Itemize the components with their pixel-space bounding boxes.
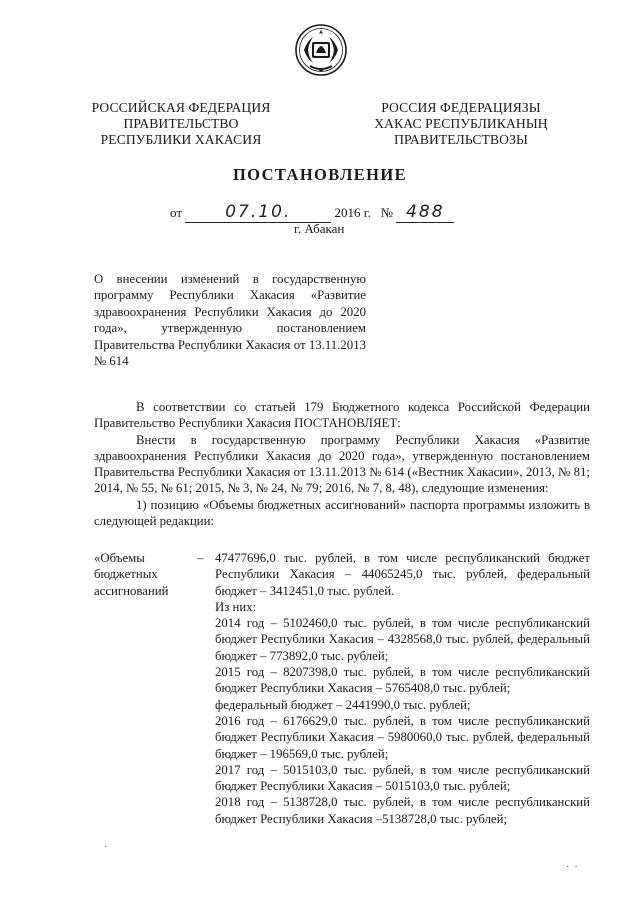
date-number-line (170, 202, 454, 223)
header-left-line: РОССИЙСКАЯ ФЕДЕРАЦИЯ (91, 100, 271, 115)
header-left-line: ПРАВИТЕЛЬСТВО (123, 116, 239, 132)
number-field (396, 202, 454, 223)
allocations-paragraph: 2018 год – 5138728,0 тыс. рублей, в том числе республиканский бюджет Республики Хакасия –5138728,0 тыс. рублей; (215, 795, 590, 826)
header-left (86, 100, 276, 149)
allocations-paragraph: 47477696,0 тыс. рублей, в том числе республиканский бюджет Республики Хакасия – 44065245,0 тыс. рублей, федеральный бюджет – 3412451,0 тыс. рублей. (215, 551, 590, 598)
header-right-line: ХАКАС РЕСПУБЛИКАНЫҢ (374, 116, 548, 132)
date-field (185, 202, 331, 223)
allocations-paragraph: 2016 год – 6176629,0 тыс. рублей, в том числе республиканский бюджет Республики Хакасия – 5980060,0 тыс. рублей, федеральный бюджет – 196569,0 тыс. рублей; (215, 713, 590, 761)
preamble-paragraph: В соответствии со статьей 179 Бюджетного кодекса Российской Федерации Правительство Республики Хакасия ПОСТАНОВЛЯЕТ: (94, 400, 590, 431)
allocations-paragraph: 2015 год – 8207398,0 тыс. рублей, в том числе республиканский бюджет Республики Хакасия – 5765408,0 тыс. рублей; (215, 665, 590, 696)
document-body (94, 399, 590, 529)
number-label: № (380, 205, 394, 220)
coat-of-arms-icon (294, 22, 348, 78)
number-handwritten: 488 (406, 202, 445, 222)
allocations-content (215, 550, 590, 827)
document-subject: О внесении изменений в государственную программу Республики Хакасия «Развитие здравоохранения Республики Хакасия до 2020 года», утвержденную постановлением Правительства Республики Хакасия от 13.11.2013 № 614 (94, 272, 366, 369)
allocations-paragraph: Из них: (215, 599, 257, 614)
document-title: ПОСТАНОВЛЕНИЕ (232, 165, 408, 184)
allocations-label: «Объемы бюджетных ассигнований (94, 551, 169, 598)
scan-mark: · · (566, 862, 578, 873)
header-right-line: ПРАВИТЕЛЬСТВОЗЫ (394, 132, 528, 148)
header-left-line: РЕСПУБЛИКИ ХАКАСИЯ (100, 132, 262, 148)
city-label: г. Абакан (294, 221, 345, 236)
scan-mark: · (104, 842, 108, 853)
from-label: от (170, 205, 183, 220)
item-1-paragraph: 1) позицию «Объемы бюджетных ассигнований» паспорта программы изложить в следующей редакции: (94, 497, 590, 529)
allocations-paragraph: 2014 год – 5102460,0 тыс. рублей, в том числе республиканский бюджет Республики Хакасия – 4328568,0 тыс. рублей, федеральный бюджет – 773892,0 тыс. рублей; (215, 616, 590, 663)
year-label: 2016 г. (334, 205, 371, 220)
allocations-paragraph: 2017 год – 5015103,0 тыс. рублей, в том числе республиканский бюджет Республики Хакасия – 5015103,0 тыс. рублей; (215, 762, 590, 794)
header-right-line: РОССИЯ ФЕДЕРАЦИЯЗЫ (381, 100, 541, 115)
allocations-dash: – (197, 551, 204, 565)
header-right (366, 100, 556, 149)
allocations-paragraph: федеральный бюджет – 2441990,0 тыс. рублей; (215, 697, 471, 712)
item-main-paragraph: Внести в государственную программу Республики Хакасия «Развитие здравоохранения Республики Хакасия до 2020 года», утвержденную постановлением Правительства Республики Хакасия от 13.11.2013 № 614 («Вестник Хакасии», 2013, № 81; 2014, № 55, № 61; 2015, № 3, № 24, № 79; 2016, № 7, 8, 48), следующие изменения: (94, 432, 590, 496)
date-handwritten: 07.10. (225, 202, 292, 222)
